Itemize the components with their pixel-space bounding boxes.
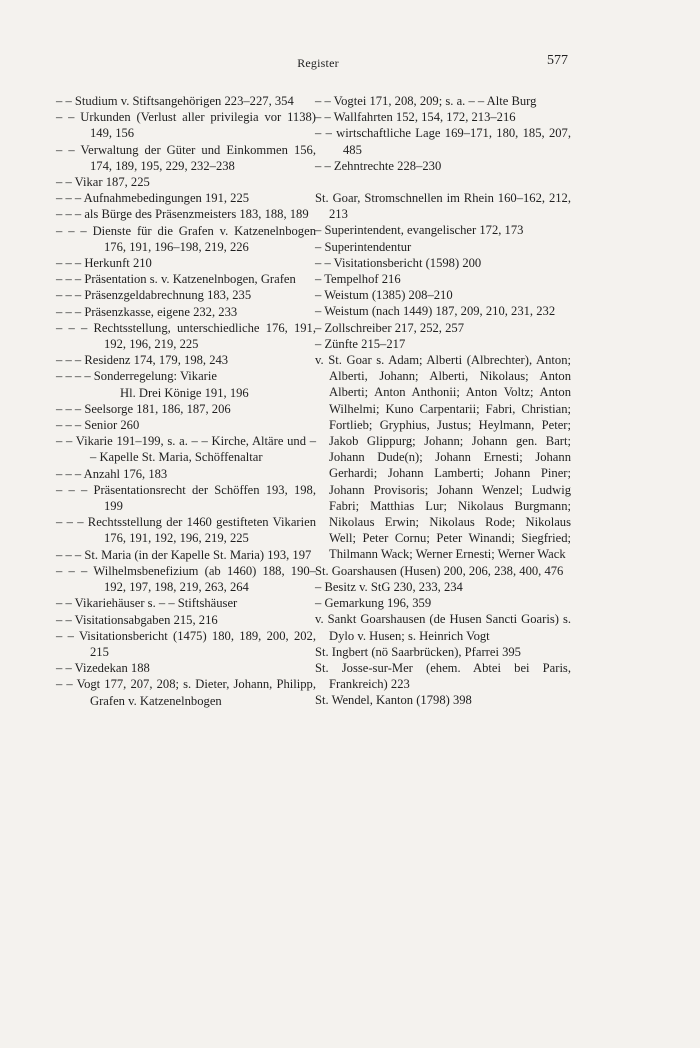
right-index-entry: v. Sankt Goarshausen (de Husen Sancti Goaris) s. Dylo v. Husen; s. Heinrich Vogt (315, 612, 571, 643)
left-index-entry: – – – Rechtsstellung der 1460 gestifteten Vikarien 176, 191, 192, 196, 219, 225 (56, 515, 316, 546)
left-index-entry: – – – Präsentationsrecht der Schöffen 193, 198, 199 (56, 482, 316, 514)
left-index-entry: – – – Anzahl 176, 183 (56, 466, 168, 481)
page-number: 577 (547, 53, 568, 68)
left-index-entry: – – – Aufnahmebedingungen 191, 225 (56, 191, 250, 206)
right-index-entry: – Tempelhof 216 (315, 272, 401, 287)
left-index-entry: – – – – Sonderregelung: Vikarie (56, 369, 217, 384)
left-index-entry: – – Visitationsabgaben 215, 216 (56, 612, 218, 627)
left-index-entry: – – Studium v. Stiftsangehörigen 223–227, 354 (56, 94, 294, 108)
left-index-entry: – – Vizedekan 188 (56, 661, 150, 676)
right-index-entry: St. Goarshausen (Husen) 200, 206, 238, 400, 476 (315, 563, 564, 578)
left-index-entry: – – – als Bürge des Präsenzmeisters 183, 188, 189 (56, 207, 309, 222)
right-index-entry: v. St. Goar s. Adam; Alberti (Albrechter), Anton; Alberti, Johann; Alberti, Nikolaus; Anton Alberti; Anton Anthonii; Anton Voltz; Anton Wilhelmi; Kuno Carpentarii; Fabri, Christian; Fortlieb; Gryphius, Justus; Heylmann, Peter; Jakob Glippurg; Johann; Johann gen. Bart; Johann Dude(n); Johann Ernesti; Johann Gerhardi; Johann Lamberti; Johann Piner; Johann Provisoris; Johann Wenzel; Ludwig Fabri; Matthias Lur; Nikolaus Burgmann; Nikolaus Erwin; Nikolaus Rode; Nikolaus Well; Peter Cornu; Peter Winandi; Siegfried; Thilmann Wack; Werner Ernesti; Werner Wack (315, 353, 571, 562)
index-column-left (56, 93, 316, 709)
left-index-entry: – – – Senior 260 (56, 418, 140, 433)
left-index-entry: – – – Herkunft 210 (56, 256, 152, 271)
right-index-entry: – – Vogtei 171, 208, 209; s. a. – – Alte Burg (315, 94, 537, 108)
right-index-entry: – Weistum (1385) 208–210 (315, 288, 453, 303)
left-index-entry: – – – Residenz 174, 179, 198, 243 (56, 353, 229, 368)
right-index-entry: – Zünfte 215–217 (315, 336, 406, 351)
left-index-entry: – – Vogt 177, 207, 208; s. Dieter, Johann, Philipp, Grafen v. Katzenelnbogen (56, 677, 316, 708)
right-index-entry: St. Josse-sur-Mer (ehem. Abtei bei Paris, Frankreich) 223 (315, 660, 571, 692)
left-index-entry: – – – St. Maria (in der Kapelle St. Maria) 193, 197 (56, 547, 312, 562)
right-index-entry: – Weistum (nach 1449) 187, 209, 210, 231, 232 (315, 304, 556, 319)
right-index-entry: – Superintendent, evangelischer 172, 173 (315, 223, 524, 238)
right-index-entry: – Superintendentur (315, 239, 412, 254)
left-index-entry: – – – Wilhelmsbenefizium (ab 1460) 188, 190–192, 197, 198, 219, 263, 264 (56, 563, 316, 595)
right-index-entry: St. Wendel, Kanton (1798) 398 (315, 693, 472, 708)
index-column-right (315, 93, 571, 709)
right-index-entry: – – Wallfahrten 152, 154, 172, 213–216 (315, 110, 516, 125)
right-index-entry: St. Ingbert (nö Saarbrücken), Pfarrei 395 (315, 644, 521, 659)
left-index-entry: – – – Dienste für die Grafen v. Katzenelnbogen 176, 191, 196–198, 219, 226 (56, 223, 316, 254)
right-index-entry: St. Goar, Stromschnellen im Rhein 160–162, 212, 213 (315, 191, 571, 222)
left-index-entry: – – Vikariehäuser s. – – Stiftshäuser (56, 596, 238, 611)
left-index-entry: – – Vikarie 191–199, s. a. – – Kirche, Altäre und – – Kapelle St. Maria, Schöffenaltar (56, 434, 316, 465)
right-index-entry: – – wirtschaftliche Lage 169–171, 180, 185, 207, 485 (315, 126, 571, 157)
left-index-entry: – – – Präsenzgeldabrechnung 183, 235 (56, 288, 252, 303)
left-index-entry: – – Verwaltung der Güter und Einkommen 156, 174, 189, 195, 229, 232–238 (56, 142, 316, 173)
right-index-entry: – – Visitationsbericht (1598) 200 (315, 255, 482, 270)
running-header-title: Register (297, 56, 339, 70)
right-index-entry: – Besitz v. StG 230, 233, 234 (315, 579, 463, 594)
left-index-entry: – – – Präsenzkasse, eigene 232, 233 (56, 304, 238, 319)
right-index-entry: – – Zehntrechte 228–230 (315, 158, 442, 173)
left-index-entry: – – – Präsentation s. v. Katzenelnbogen, Grafen (56, 272, 296, 287)
right-index-entry: – Gemarkung 196, 359 (315, 596, 432, 611)
left-index-entry: – – – Rechtsstellung, unterschiedliche 176, 191, 192, 196, 219, 225 (56, 320, 316, 352)
left-index-entry: – – – Seelsorge 181, 186, 187, 206 (56, 401, 231, 416)
left-index-entry: – – Urkunden (Verlust aller privilegia vor 1138) 149, 156 (56, 110, 316, 141)
left-index-entry: – – Visitationsbericht (1475) 180, 189, 200, 202, 215 (56, 628, 316, 659)
left-index-entry: – – Vikar 187, 225 (56, 175, 150, 190)
right-index-entry: – Zollschreiber 217, 252, 257 (315, 320, 464, 335)
left-index-entry: Hl. Drei Könige 191, 196 (120, 385, 249, 400)
